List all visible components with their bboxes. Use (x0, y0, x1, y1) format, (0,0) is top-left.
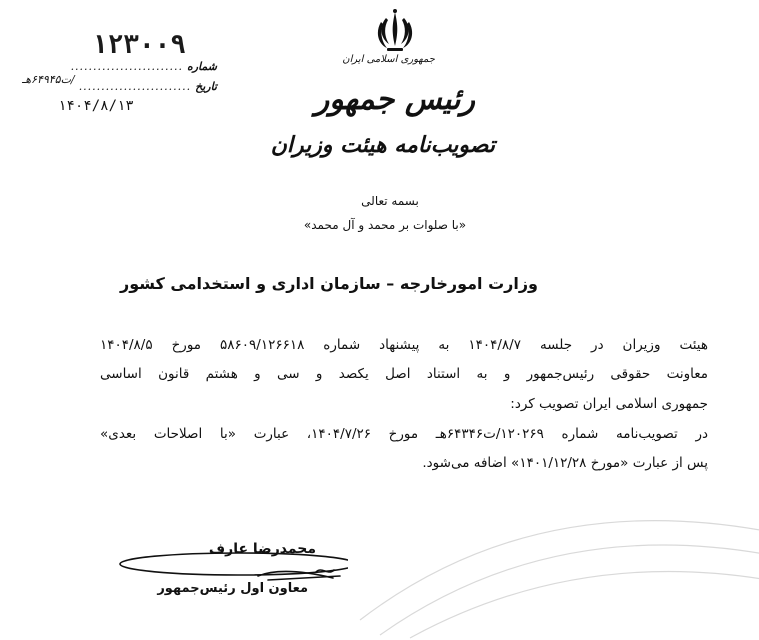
signatory-name: محمدرضا عارف (208, 541, 316, 557)
body-line-1: هیئت وزیران در جلسه ۱۴۰۴/۸/۷ به پیشنهاد شماره ۵۸۶۰۹/۱۲۶۶۱۸ مورخ ۱۴۰۴/۸/۵ (100, 337, 708, 353)
body-line-3: جمهوری اسلامی ایران تصویب کرد: (510, 396, 708, 412)
body-line-4: در تصویب‌نامه شماره ۱۲۰۲۶۹/ت۶۴۳۴۶هـ مورخ ۱۴۰۴/۷/۲۶، عبارت «با اصلاحات بعدی» (100, 426, 708, 442)
signatory-title: معاون اول رئیس‌جمهور (157, 581, 308, 596)
body-line-2: معاونت حقوقی رئیس‌جمهور و به استناد اصل یکصد و سی و هشتم قانون اساسی (100, 366, 708, 382)
president-title: رئیس جمهور (314, 82, 475, 117)
republic-title: جمهوری اسلامی ایران (342, 54, 435, 65)
handwritten-number: ۱۲۳۰۰۹ (92, 30, 186, 60)
number-row: شماره ......................... /ت۶۴۹۴۵هـ (22, 60, 217, 86)
cabinet-approval-title: تصویب‌نامه هیئت وزیران (270, 132, 495, 158)
date-value: ۱۴۰۴/۸/۱۳ (58, 98, 134, 114)
date-label: تاریخ (195, 80, 217, 93)
number-value: /ت۶۴۹۴۵هـ (22, 73, 75, 86)
date-row: تاریخ ......................... (78, 80, 217, 93)
body-line-5: پس از عبارت «مورخ ۱۴۰۱/۱۲/۲۸» اضافه می‌شود. (422, 455, 708, 471)
seal-watermark (330, 470, 759, 640)
number-label: شماره (186, 60, 217, 73)
iran-emblem-icon (373, 8, 417, 58)
salawat-line: «با صلوات بر محمد و آل محمد» (303, 218, 467, 232)
besmeh-taala: بسمه تعالی (361, 194, 419, 208)
addressee: وزارت امورخارجه – سازمان اداری و استخدامی کشور (120, 274, 538, 293)
